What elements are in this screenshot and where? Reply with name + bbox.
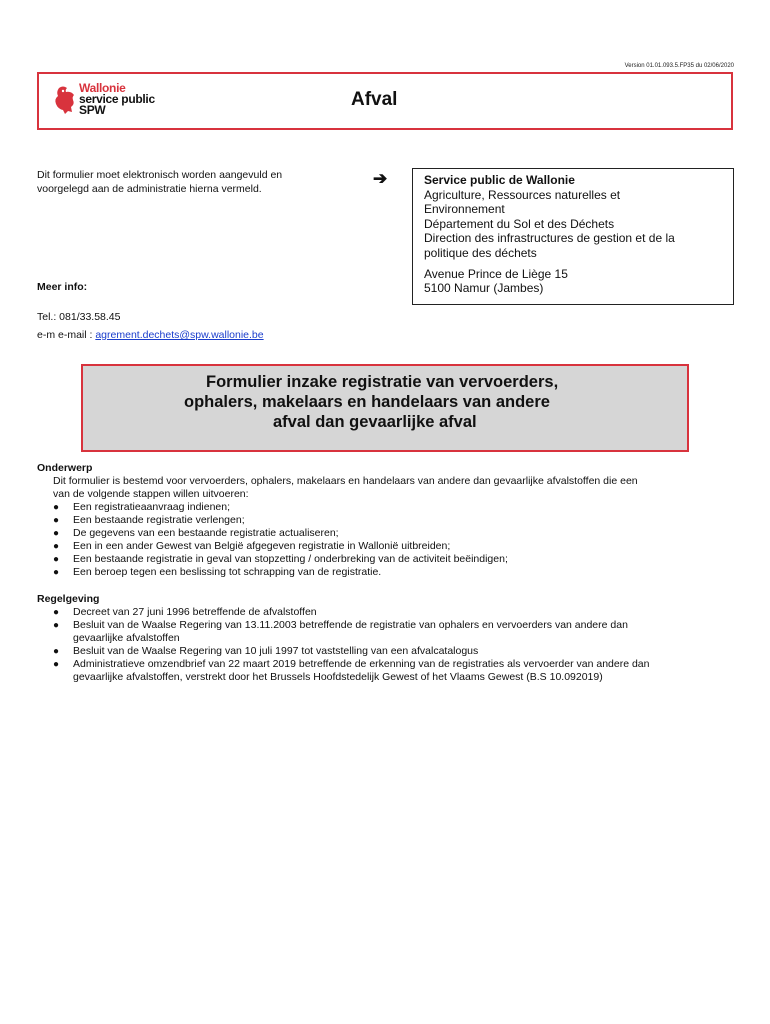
rooster-icon [53, 85, 77, 115]
address-line: Agriculture, Ressources naturelles et [424, 187, 621, 202]
address-line: Département du Sol et des Déchets [424, 216, 615, 231]
list-item: ● De gegevens van een bestaande registratie actualiseren; [37, 527, 727, 540]
section-heading: Regelgeving [37, 593, 100, 605]
arrow-right-icon: ➔ [373, 169, 388, 188]
list-item: ● Een bestaande registratie in geval van stopzetting / onderbreking van de activiteit beëindigen; [37, 553, 727, 566]
regelgeving-section [37, 593, 727, 684]
address-line: Environnement [424, 202, 505, 217]
list-item: ● Besluit van de Waalse Regering van 13.11.2003 betreffende de registratie van ophalers en vervoerders van andere dan gevaarlijke afvalstoffen [37, 619, 727, 645]
form-title-line: ophalers, makelaars en handelaars van andere [184, 393, 550, 411]
intro-text: Dit formulier moet elektronisch worden aangevuld en voorgelegd aan de administratie hierna vermeld. [37, 169, 283, 195]
email-line [37, 329, 264, 341]
version-label: Version 01.01.093.5.FP35 du 02/06/2020 [624, 63, 734, 69]
address-city: 5100 Namur (Jambes) [424, 281, 544, 296]
form-title-box [81, 364, 689, 452]
logo-spw-text: SPW [79, 103, 106, 117]
onderwerp-list [37, 501, 727, 579]
address-street: Avenue Prince de Liège 15 [424, 266, 568, 281]
section-heading: Onderwerp [37, 462, 93, 474]
logo-service-public-text: service public [79, 92, 155, 106]
regelgeving-list [37, 606, 727, 684]
onderwerp-text: van de volgende stappen willen uitvoeren: [53, 488, 249, 500]
email-label: e-m e-mail : [37, 329, 96, 341]
logo-wallonie-text: Wallonie [79, 81, 126, 95]
list-item: ● Administratieve omzendbrief van 22 maart 2019 betreffende de erkenning van de registraties als vervoerder van andere dan gevaarlijke afvalstoffen, verstrekt door het Brussels Hoofdstedelijk Gewest of het Vlaams Gewest (B.S 10.092019) [37, 658, 727, 684]
list-item: ● Decreet van 27 juni 1996 betreffende de afvalstoffen [37, 606, 727, 619]
address-organisation: Service public de Wallonie [424, 173, 575, 187]
list-item: ● Een registratieaanvraag indienen; [37, 501, 727, 514]
list-item: ● Een beroep tegen een beslissing tot schrapping van de registratie. [37, 566, 727, 579]
wallonie-logo [53, 83, 163, 121]
list-item: ● Besluit van de Waalse Regering van 10 juli 1997 tot vaststelling van een afvalcatalogus [37, 645, 727, 658]
form-title-line: Formulier inzake registratie van vervoerders, [206, 373, 559, 391]
header-box [37, 72, 733, 130]
list-item: ● Een in een ander Gewest van België afgegeven registratie in Wallonië uitbreiden; [37, 540, 727, 553]
form-title-line: afval dan gevaarlijke afval [273, 413, 477, 431]
address-box [412, 168, 734, 305]
onderwerp-text: Dit formulier is bestemd voor vervoerders, ophalers, makelaars en handelaars van andere dan gevaarlijke afvalstoffen die een [53, 475, 638, 487]
address-line: politique des déchets [424, 245, 537, 260]
list-item: ● Een bestaande registratie verlengen; [37, 514, 727, 527]
address-line: Direction des infrastructures de gestion et de la [424, 231, 675, 246]
meer-info-label: Meer info: [37, 281, 88, 293]
telephone: Tel.: 081/33.58.45 [37, 311, 121, 323]
onderwerp-section [37, 462, 727, 579]
email-link[interactable]: agrement.dechets@spw.wallonie.be [95, 329, 264, 341]
page-title: Afval [351, 89, 398, 110]
